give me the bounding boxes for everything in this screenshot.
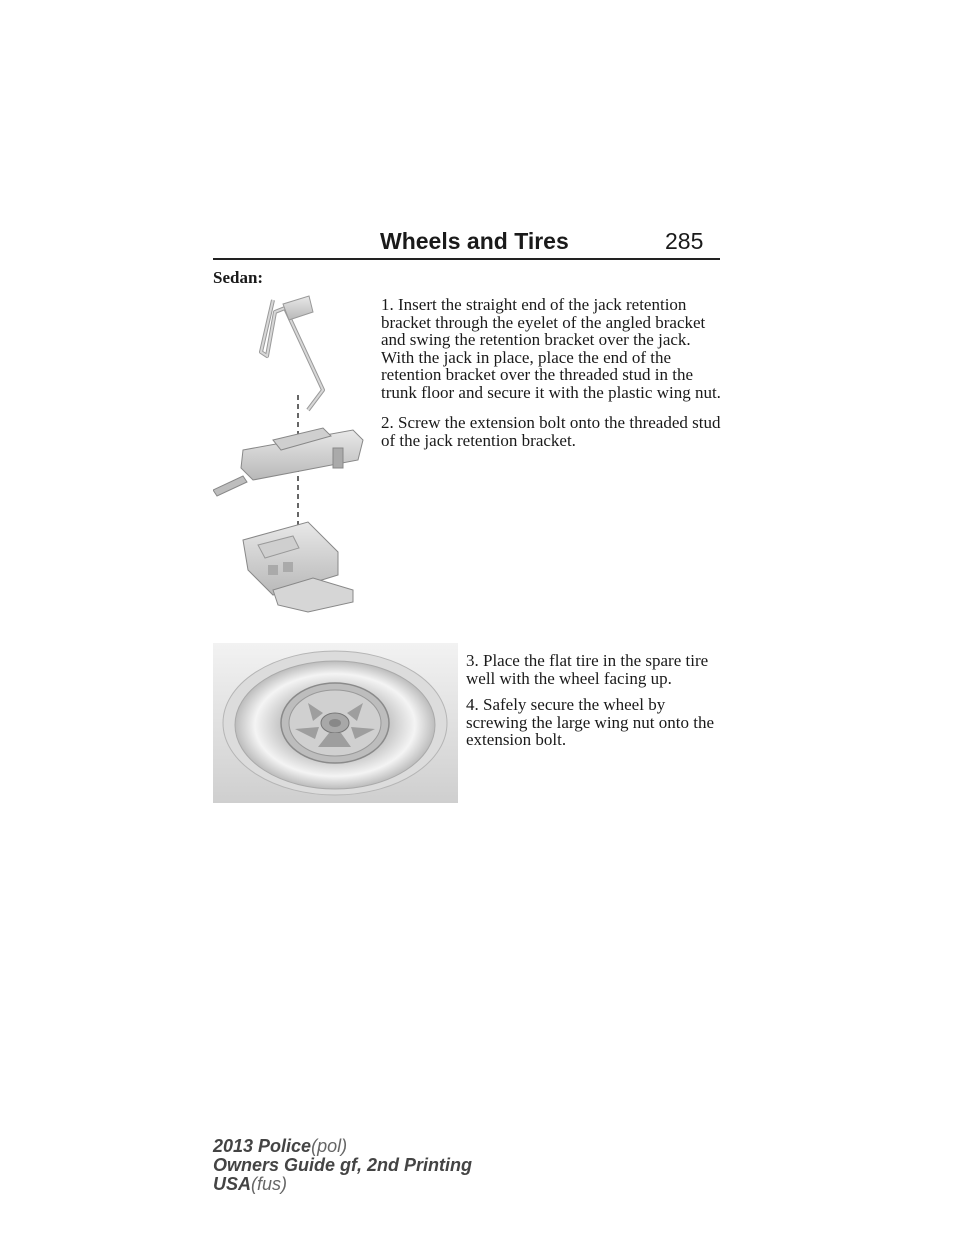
footer-market: USA: [213, 1174, 252, 1194]
header-divider: [213, 258, 720, 260]
footer-market-code: (fus): [251, 1174, 288, 1194]
footer-model: 2013 Police: [213, 1136, 312, 1156]
step-4-text: 4. Safely secure the wheel by screwing the large wing nut onto the extension bolt.: [466, 695, 715, 749]
step-2-text: 2. Screw the extension bolt onto the threaded stud of the jack retention bracket.: [381, 413, 721, 450]
spare-tire-illustration: [213, 643, 458, 803]
jack-bracket-illustration: [213, 290, 373, 620]
section-heading: Sedan:: [213, 268, 264, 287]
chapter-title: Wheels and Tires: [380, 228, 569, 254]
step-3-text: 3. Place the flat tire in the spare tire well with the wheel facing up.: [466, 651, 709, 688]
page-footer: [213, 1137, 472, 1194]
page-number: 285: [665, 228, 704, 254]
step-1-text: 1. Insert the straight end of the jack retention bracket through the eyelet of the angled bracket and swing the retention bracket over the jack. With the jack in place, place the end of the retention bracket over the threaded stud in the trunk floor and secure it with the plastic wing nut.: [381, 295, 721, 402]
footer-guide: Owners Guide gf, 2nd Printing: [213, 1155, 473, 1175]
footer-model-code: (pol): [311, 1136, 348, 1156]
